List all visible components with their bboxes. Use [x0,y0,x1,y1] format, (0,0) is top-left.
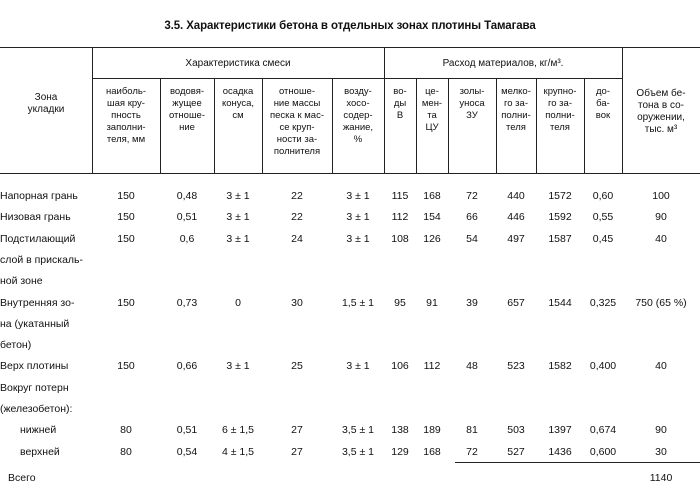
table-cell: 4 ± 1,5 [221,446,255,458]
header-col [584,86,622,122]
table-row [0,228,700,250]
header-col-line: мелко- [501,86,531,97]
table-cell: 527 [507,446,525,458]
table-row [0,292,700,314]
header-zone [0,92,92,116]
table-cell: 95 [394,297,406,309]
header-col-line: золы- [459,86,485,97]
table-cell: 150 [117,211,135,223]
zone-label: Верх плотины [0,360,69,372]
zone-label: бетон) [0,339,32,351]
zone-label: Подстилающий [0,233,76,245]
table-cell: 24 [291,233,303,245]
total-label: Всего [8,472,36,484]
table-cell: 168 [423,190,441,202]
zone-label: Напорная грань [0,190,78,202]
table-cell: 0,60 [592,190,614,202]
header-col-line: В [396,110,404,121]
table-cell: 112 [391,211,409,223]
header-col-line: мен- [421,98,443,109]
table-cell: 22 [291,190,303,202]
table-cell: 126 [423,233,441,245]
header-col-line: наиболь- [105,86,146,97]
table-cell: 0,51 [176,424,198,436]
table-cell: 1,5 ± 1 [341,297,375,309]
table-cell: 40 [655,360,667,372]
zone-label: Вокруг потерн [0,382,69,394]
header-zone-line: Зона [34,92,58,103]
header-col [536,86,584,134]
header-col-line: песка к мас- [270,110,324,121]
table-cell: 0,54 [176,446,198,458]
table-cell: 66 [466,211,478,223]
table-cell: 72 [466,446,478,458]
table-cell: 0,600 [589,446,617,458]
table-cell: 503 [507,424,525,436]
header-col-line: ды [393,98,407,109]
rule-header-bottom [0,173,700,174]
header-volume-line: тыс. м³ [644,124,678,135]
table-row [0,313,700,335]
header-col-line: см [232,110,244,121]
header-materials-group: Расход материалов, кг/м³. [442,58,564,69]
table-cell: 523 [507,360,525,372]
zone-label: верхней [20,446,60,458]
table-row [0,206,700,228]
header-col-line: полни- [545,110,575,121]
zone-label: на (укатанный [0,318,70,330]
table-cell: 3 ± 1 [346,233,370,245]
header-col-line: ние [179,122,195,133]
table-cell: 0,45 [592,233,614,245]
table-cell: 40 [655,233,667,245]
header-col-line: до- [596,86,610,97]
table-cell: 3 ± 1 [346,360,370,372]
header-col-line: го за- [548,98,572,109]
header-col-line: ЗУ [466,110,478,121]
table-cell: 168 [423,446,441,458]
table-cell: 138 [391,424,409,436]
header-col-line: осадка [222,86,254,97]
table-cell: 150 [117,360,135,372]
table-cell: 100 [652,190,670,202]
table-cell: 1587 [548,233,572,245]
table-row [0,398,700,420]
table-cell: 54 [466,233,478,245]
table-cell: 106 [391,360,409,372]
header-volume-line: Объем бе- [636,88,686,99]
header-col-line: шая кру- [107,98,145,109]
header-col-line: пность [111,110,141,121]
header-col-line: водовя- [169,86,205,97]
header-col-line: та [427,110,437,121]
table-row [0,441,700,463]
header-col-line: теля, мм [106,134,146,145]
table-cell: 108 [391,233,409,245]
table-cell: 0,55 [592,211,614,223]
table-row [0,355,700,377]
table-row [0,334,700,356]
rule-group [92,78,622,79]
header-volume [622,88,700,136]
zone-label: нижней [20,424,57,436]
header-col-line: ности за- [276,134,318,145]
table-cell: 81 [466,424,478,436]
header-col-line: жущее [172,98,202,109]
table-cell: 6 ± 1,5 [221,424,255,436]
header-col-line: отноше- [278,86,316,97]
table-cell: 1544 [548,297,572,309]
table-cell: 3 ± 1 [346,211,370,223]
table-row [0,249,700,271]
table-title: 3.5. Характеристики бетона в отдельных зонах плотины Тамагава [164,20,536,32]
table-cell: 39 [466,297,478,309]
table-cell: 3 ± 1 [226,190,250,202]
rule-top [0,47,700,48]
table-cell: 22 [291,211,303,223]
table-cell: 0,674 [589,424,617,436]
table-cell: 3 ± 1 [226,233,250,245]
table-cell: 1572 [548,190,572,202]
header-col-line: вок [595,110,611,121]
zone-label: (железобетон): [0,403,73,415]
header-col [384,86,416,122]
header-col-line: возду- [344,86,372,97]
table-cell: 750 (65 %) [635,297,687,309]
header-col-line: ба- [596,98,610,109]
table-row [0,377,700,399]
table-cell: 91 [426,297,438,309]
table-cell: 150 [117,233,135,245]
header-col-line: полни- [501,110,531,121]
header-col [332,86,384,146]
header-col-line: содер- [343,110,373,121]
table-cell: 1582 [548,360,572,372]
header-col-line: отноше- [168,110,206,121]
header-col-line: се круп- [279,122,315,133]
table-cell: 0,6 [179,233,195,245]
table-cell: 446 [507,211,525,223]
header-col [92,86,160,146]
table-cell: 0,66 [176,360,198,372]
header-col-line: полнителя [273,146,321,157]
zone-label: ной зоне [0,275,43,287]
table-cell: 30 [291,297,303,309]
table-cell: 115 [391,190,409,202]
table-cell: 0 [235,297,241,309]
header-col [448,86,496,122]
header-col-line: хосо- [346,98,370,109]
table-cell: 0,325 [589,297,617,309]
table-cell: 112 [423,360,441,372]
header-col [214,86,262,122]
header-col-line: ние массы [273,98,321,109]
header-col-line: го за- [504,98,528,109]
zone-label: слой в прискаль- [0,254,84,266]
zone-label: Внутренняя зо- [0,297,75,309]
table-cell: 0,73 [176,297,198,309]
header-col [160,86,214,134]
header-col-line: теля [506,122,526,133]
table-cell: 3 ± 1 [226,360,250,372]
total-row [0,467,700,489]
zone-label: Низовая грань [0,211,71,223]
header-col-line: жание, [342,122,374,133]
table-cell: 72 [466,190,478,202]
header-col-line: теля [550,122,570,133]
header-col-line: це- [425,86,439,97]
header-col-line: уноса [459,98,485,109]
table-cell: 27 [291,446,303,458]
table-cell: 150 [117,190,135,202]
table-cell: 657 [507,297,525,309]
table-cell: 0,51 [176,211,198,223]
table-row [0,419,700,441]
table-row [0,185,700,207]
table-cell: 440 [507,190,525,202]
header-col-line: крупно- [543,86,577,97]
header-col-line: % [353,134,363,145]
table-cell: 0,400 [589,360,617,372]
table-row [0,270,700,292]
table-cell: 1592 [548,211,572,223]
table-cell: 30 [655,446,667,458]
table-cell: 129 [391,446,409,458]
header-col-line: конуса, [221,98,255,109]
header-col [262,86,332,158]
table-cell: 1397 [548,424,572,436]
table-cell: 3 ± 1 [346,190,370,202]
header-volume-line: оружении, [637,112,685,123]
header-zone-line: укладки [27,104,65,115]
table-cell: 3,5 ± 1 [341,446,375,458]
header-volume-line: тона в со- [638,100,684,111]
table-cell: 497 [507,233,525,245]
table-cell: 90 [655,211,667,223]
table-cell: 80 [120,446,132,458]
header-col-line: ЦУ [425,122,439,133]
table-cell: 3,5 ± 1 [341,424,375,436]
table-cell: 0,48 [176,190,198,202]
table-cell: 27 [291,424,303,436]
table-cell: 80 [120,424,132,436]
table-cell: 1436 [548,446,572,458]
table-cell: 25 [291,360,303,372]
header-col [416,86,448,134]
total-value: 1140 [649,472,673,484]
table-cell: 150 [117,297,135,309]
table-cell: 48 [466,360,478,372]
header-col [496,86,536,134]
table-cell: 189 [423,424,441,436]
table-cell: 154 [423,211,441,223]
header-mix-group: Характеристика смеси [185,58,291,69]
table-cell: 90 [655,424,667,436]
header-col-line: заполни- [106,122,146,133]
header-col-line: во- [393,86,407,97]
table-cell: 3 ± 1 [226,211,250,223]
